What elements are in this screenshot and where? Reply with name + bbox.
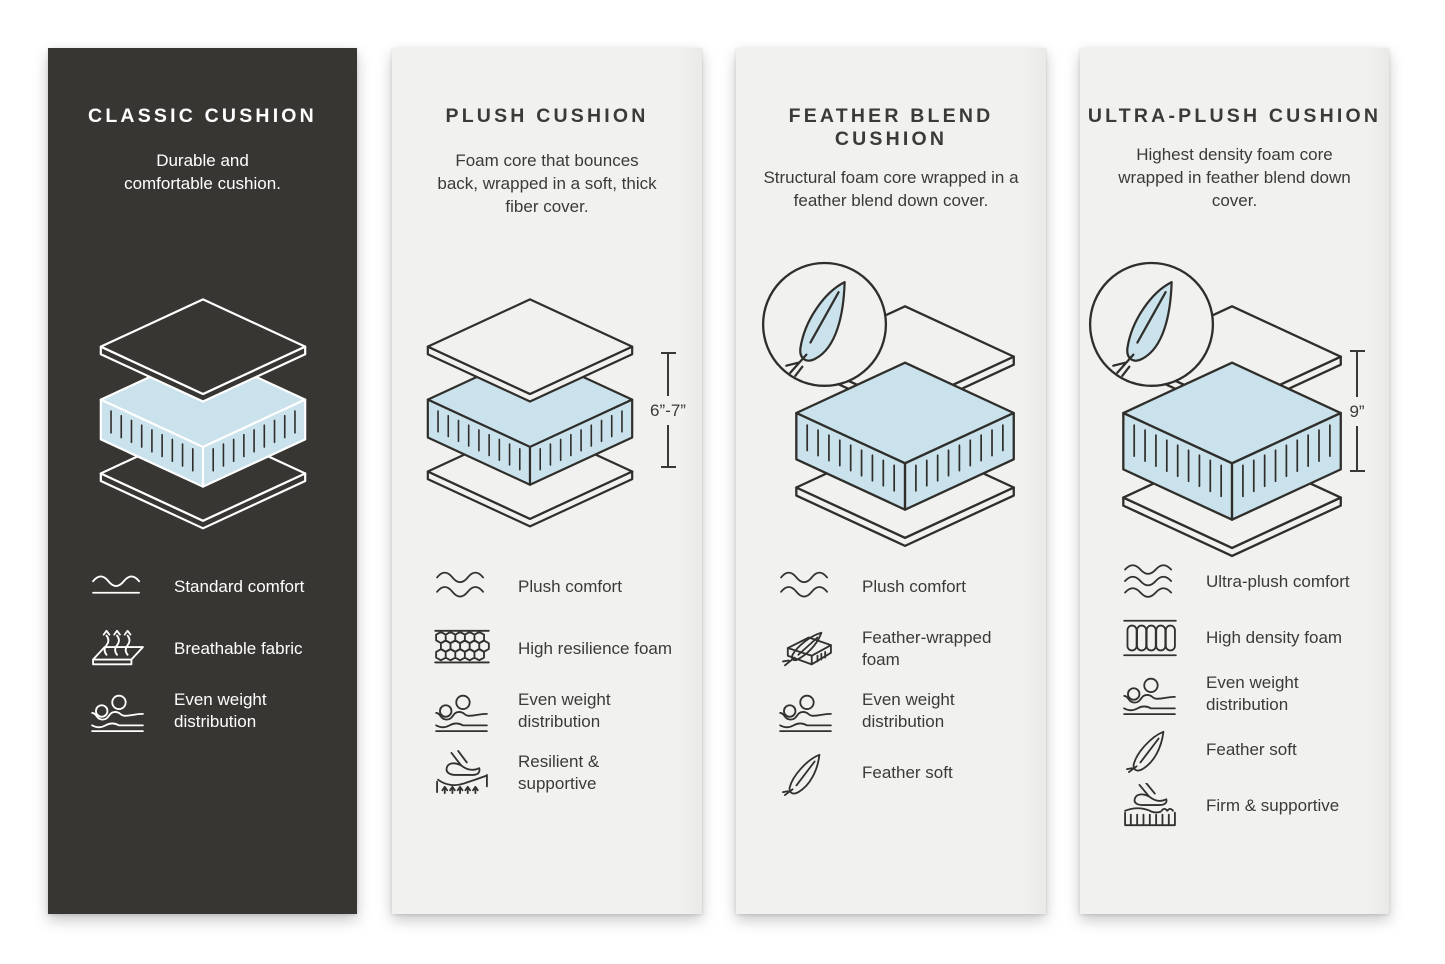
features-list bbox=[48, 563, 357, 749]
even-weight-icon bbox=[430, 688, 494, 734]
high-density-foam-icon bbox=[1118, 615, 1182, 661]
height-label: 9” bbox=[1349, 401, 1365, 421]
panel-classic-cushion bbox=[48, 48, 357, 914]
ruler-line bbox=[1356, 352, 1358, 397]
cushion-illustration bbox=[407, 288, 653, 535]
feature-row bbox=[774, 563, 1046, 611]
feather-icon bbox=[1118, 727, 1182, 773]
cushion-layers-drawing bbox=[748, 260, 1050, 555]
height-ruler bbox=[640, 352, 696, 468]
panel-feather-blend-cushion bbox=[736, 48, 1046, 914]
firm-supportive-icon bbox=[1118, 783, 1182, 829]
cushion-illustration bbox=[80, 288, 326, 537]
feature-label: Firm & supportive bbox=[1206, 796, 1340, 815]
wave-icon bbox=[1118, 559, 1182, 605]
features-list bbox=[736, 563, 1046, 811]
panel-title: PLUSH CUSHION bbox=[445, 105, 649, 127]
feature-label: High density foam bbox=[1206, 628, 1343, 647]
resilient-supportive-icon bbox=[430, 750, 494, 796]
even-weight-icon bbox=[1118, 671, 1182, 717]
feature-label: Even weight distribution bbox=[174, 690, 267, 731]
honeycomb-foam-icon bbox=[430, 626, 494, 672]
panel-description: Structural foam core wrapped in a feather blend down cover. bbox=[763, 168, 1019, 210]
features-list bbox=[392, 563, 702, 811]
feature-label: Plush comfort bbox=[518, 577, 622, 596]
feature-row bbox=[1118, 558, 1389, 606]
even-weight-icon bbox=[86, 688, 150, 734]
height-ruler bbox=[1329, 350, 1385, 472]
feather-icon bbox=[774, 750, 838, 796]
feature-row bbox=[430, 625, 702, 673]
feather-badge-icon bbox=[1090, 263, 1213, 386]
feature-row bbox=[430, 749, 702, 797]
cushion-layers-drawing bbox=[407, 288, 653, 535]
ruler-line bbox=[667, 425, 669, 467]
feather-wrapped-foam-icon bbox=[774, 626, 838, 672]
cushion-illustration bbox=[748, 260, 1050, 555]
feature-label: High resilience foam bbox=[518, 639, 673, 658]
feature-label: Feather soft bbox=[1206, 740, 1297, 759]
feather-badge-icon bbox=[763, 263, 886, 386]
feature-label: Breathable fabric bbox=[174, 639, 303, 658]
feature-row bbox=[430, 563, 702, 611]
feature-row bbox=[1118, 670, 1389, 718]
ruler-bottom-cap bbox=[1350, 470, 1365, 472]
feature-label: Even weight distribution bbox=[862, 690, 955, 731]
panel-ultra-plush-cushion bbox=[1080, 48, 1389, 914]
panel-plush-cushion bbox=[392, 48, 702, 914]
feature-label: Feather-wrapped foam bbox=[862, 628, 992, 669]
features-list bbox=[1080, 558, 1389, 838]
panel-title: ULTRA-PLUSH CUSHION bbox=[1087, 105, 1382, 127]
feature-label: Plush comfort bbox=[862, 577, 966, 596]
feature-label: Standard comfort bbox=[174, 577, 305, 596]
wave-icon bbox=[774, 564, 838, 610]
panel-description: Highest density foam core wrapped in feather blend down cover. bbox=[1118, 145, 1351, 210]
height-label: 6”-7” bbox=[650, 400, 686, 420]
feature-row bbox=[774, 625, 1046, 673]
ruler-bottom-cap bbox=[661, 466, 676, 468]
feature-row bbox=[86, 563, 357, 611]
breathable-fabric-icon bbox=[86, 626, 150, 672]
feature-row bbox=[774, 687, 1046, 735]
wave-icon bbox=[430, 564, 494, 610]
even-weight-icon bbox=[774, 688, 838, 734]
feature-label: Even weight distribution bbox=[1206, 673, 1299, 714]
feature-row bbox=[774, 749, 1046, 797]
feature-label: Even weight distribution bbox=[518, 690, 611, 731]
panel-description: Foam core that bounces back, wrapped in a soft, thick fiber cover. bbox=[437, 151, 657, 216]
feature-label: Feather soft bbox=[862, 763, 953, 782]
wave-icon bbox=[86, 564, 150, 610]
ruler-line bbox=[1356, 426, 1358, 471]
panel-description: Durable and comfortable cushion. bbox=[124, 151, 281, 193]
panel-title: CLASSIC CUSHION bbox=[88, 105, 317, 127]
cushion-layers-drawing bbox=[80, 288, 326, 537]
ruler-line bbox=[667, 354, 669, 396]
panel-title: FEATHER BLEND CUSHION bbox=[788, 105, 994, 150]
feature-label: Resilient & supportive bbox=[518, 752, 600, 793]
feature-row bbox=[86, 625, 357, 673]
feature-row bbox=[1118, 614, 1389, 662]
feature-row bbox=[430, 687, 702, 735]
feature-label: Ultra-plush comfort bbox=[1206, 572, 1350, 591]
feature-row bbox=[1118, 782, 1389, 830]
feature-row bbox=[86, 687, 357, 735]
feature-row bbox=[1118, 726, 1389, 774]
